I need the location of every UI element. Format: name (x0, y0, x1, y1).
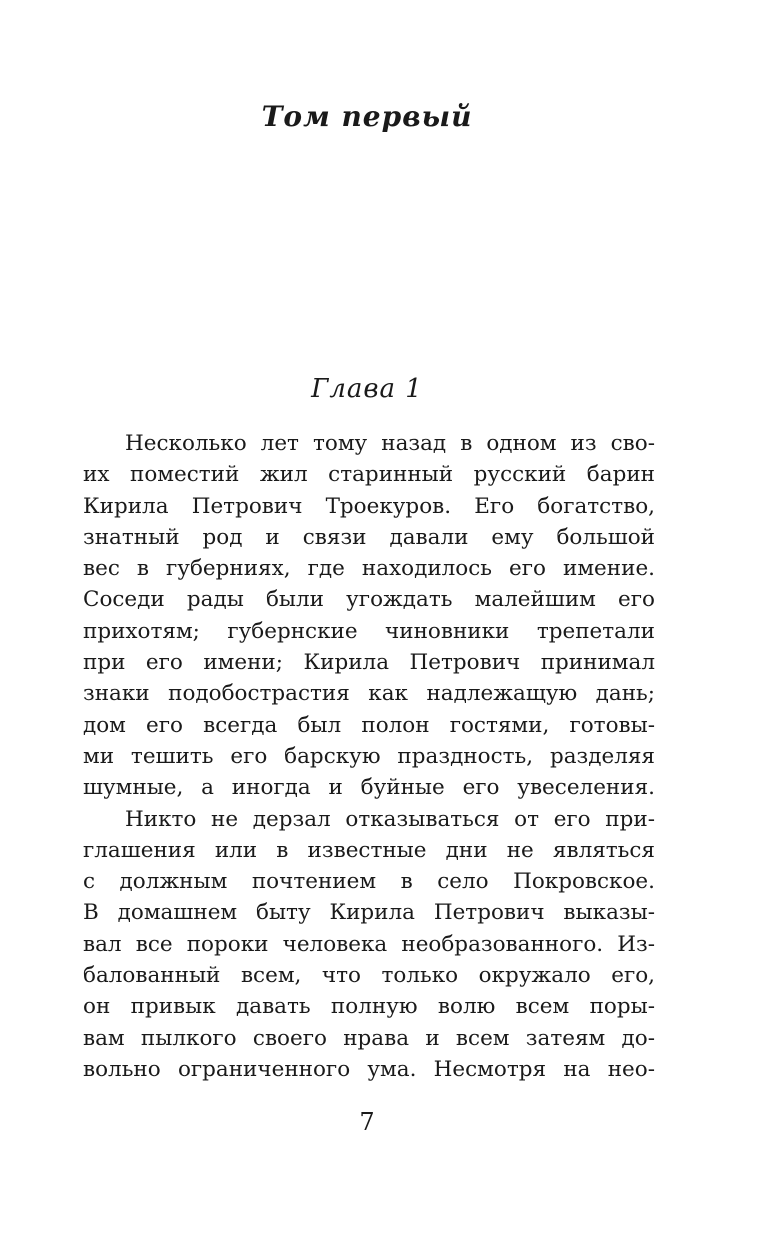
text-line: глашения или в известные дни не являться (83, 837, 655, 863)
text-line: Кирила Петрович Троекуров. Его богатство, (83, 493, 655, 519)
text-line: дом его всегда был полон гостями, готовы- (83, 712, 655, 738)
text-line: балованный всем, что только окружало его, (83, 963, 655, 989)
text-line: Соседи рады были угождать малейшим его (83, 587, 655, 613)
volume-title: Том первый (261, 100, 473, 133)
text-line: ми тешить его барскую праздность, разделяя (83, 743, 655, 769)
text-line: Несколько лет тому назад в одном из сво- (125, 431, 655, 456)
chapter-body (83, 428, 655, 1085)
text-line: при его имени; Кирила Петрович принимал (83, 650, 655, 676)
paragraph-2 (83, 804, 655, 1086)
text-line: знатный род и связи давали ему большой (83, 524, 655, 550)
page-number: 7 (359, 1108, 375, 1136)
text-line: вольно ограниченного ума. Несмотря на нео- (83, 1056, 655, 1082)
text-line: шумные, а иногда и буйные его увеселения. (83, 775, 655, 801)
text-line: вал все пороки человека необразованного. Из- (83, 931, 655, 957)
text-line: вес в губерниях, где находилось его имение. (83, 556, 655, 582)
text-line: Никто не дерзал отказываться от его при- (125, 806, 655, 832)
text-line: прихотям; губернские чиновники трепетали (83, 618, 655, 644)
paragraph-1 (83, 428, 655, 804)
text-line: он привык давать полную волю всем поры- (83, 994, 655, 1020)
text-line: знаки подобострастия как надлежащую дань; (83, 681, 655, 707)
text-line: вам пылкого своего нрава и всем затеям до- (83, 1025, 655, 1051)
chapter-title: Глава 1 (311, 374, 423, 404)
text-line: с должным почтением в село Покровское. (83, 869, 655, 895)
text-line: В домашнем быту Кирила Петрович выказы- (83, 900, 655, 926)
text-line: их поместий жил старинный русский барин (83, 462, 655, 488)
